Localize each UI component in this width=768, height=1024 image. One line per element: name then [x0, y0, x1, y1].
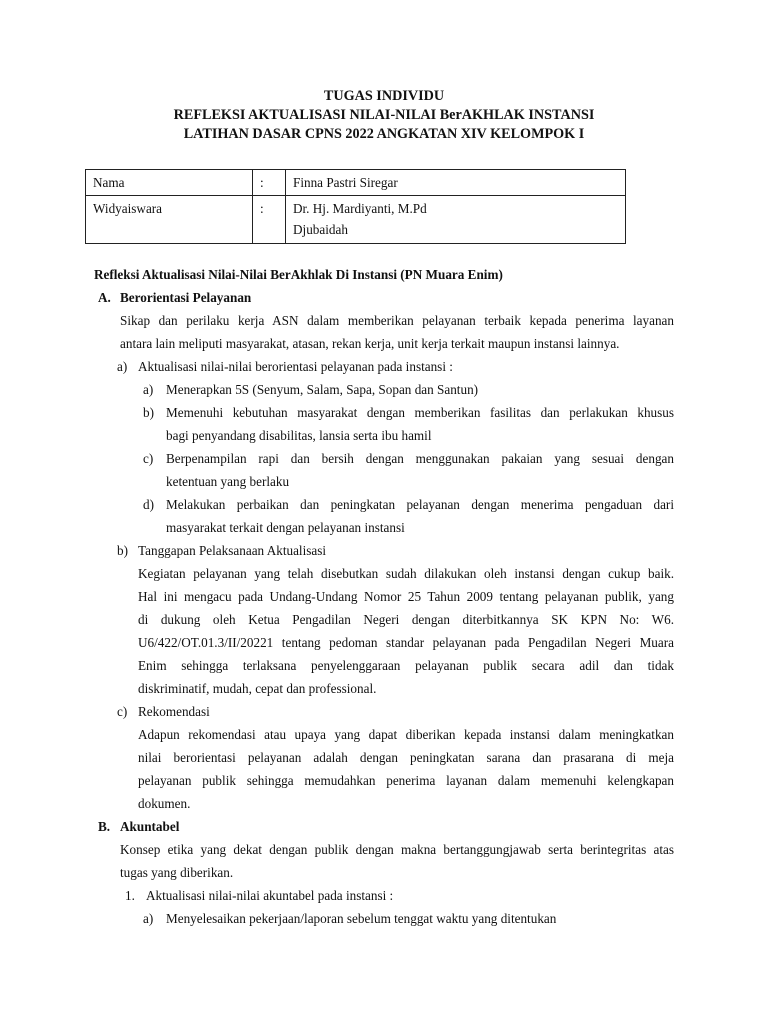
paragraph-line: diskriminatif, mudah, cepat dan professional. [138, 681, 377, 696]
list-item-marker: b) [143, 405, 154, 420]
paragraph-line: Adapun rekomendasi atau upaya yang dapat diberikan kepada instansi dalam meningkatkan [138, 727, 674, 742]
name-label: Nama [86, 170, 253, 196]
widyaiswara-value-line-2: Djubaidah [293, 222, 348, 237]
sub-c-heading: Rekomendasi [138, 704, 210, 719]
section-a-heading: Berorientasi Pelayanan [120, 290, 252, 305]
list-item-marker: a) [143, 382, 154, 397]
list-item: Menyelesaikan pekerjaan/laporan sebelum tenggat waktu yang ditentukan [166, 911, 557, 926]
section-title: Refleksi Aktualisasi Nilai-Nilai BerAkhlak Di Instansi (PN Muara Enim) [94, 267, 503, 282]
widyaiswara-value [286, 196, 626, 244]
section-a-intro-line-2: antara lain meliputi masyarakat, atasan, rekan kerja, unit kerja terkait maupun instansi lainnya. [120, 336, 620, 351]
section-b-intro-line-2: tugas yang diberikan. [120, 865, 234, 880]
section-b-intro-line-1: Konsep etika yang dekat dengan publik dengan makna bertanggungjawab serta berintegritas atas [120, 842, 674, 857]
doc-title-line-3: LATIHAN DASAR CPNS 2022 ANGKATAN XIV KELOMPOK I [183, 126, 585, 142]
info-table [85, 169, 626, 244]
sub-c-marker: c) [117, 704, 128, 719]
list-item-marker: c) [143, 451, 154, 466]
paragraph-line: Kegiatan pelayanan yang telah disebutkan sudah dilakukan oleh instansi dengan cukup baik. [138, 566, 674, 581]
list-item-continuation: masyarakat terkait dengan pelayanan instansi [166, 520, 405, 535]
sub-1-marker: 1. [125, 888, 135, 903]
list-item-continuation: ketentuan yang berlaku [166, 474, 290, 489]
paragraph-line: U6/422/OT.01.3/II/20221 tentang pedoman standar pelayanan pada Pengadilan Negeri Muara [138, 635, 674, 650]
paragraph-line: dokumen. [138, 796, 191, 811]
section-b-marker: B. [98, 819, 111, 834]
list-item-marker: d) [143, 497, 154, 512]
paragraph-line: di dukung oleh Ketua Pengadilan Negeri dengan diterbitkannya SK KPN No: W6. [138, 612, 674, 627]
list-item-continuation: bagi penyandang disabilitas, lansia serta ibu hamil [166, 428, 432, 443]
name-separator: : [253, 170, 286, 196]
paragraph-line: Hal ini mengacu pada Undang-Undang Nomor 25 Tahun 2009 tentang pelayanan publik, yang [138, 589, 674, 604]
section-a-intro-line-1: Sikap dan perilaku kerja ASN dalam memberikan pelayanan terbaik kepada penerima layanan [120, 313, 674, 328]
widyaiswara-separator: : [253, 196, 286, 244]
sub-1-heading: Aktualisasi nilai-nilai akuntabel pada instansi : [146, 888, 394, 903]
list-item: Menerapkan 5S (Senyum, Salam, Sapa, Sopan dan Santun) [166, 382, 479, 397]
list-item-marker: a) [143, 911, 154, 926]
section-a-marker: A. [98, 290, 111, 305]
list-item: Memenuhi kebutuhan masyarakat dengan memberikan fasilitas dan perlakukan khusus [166, 405, 674, 420]
paragraph-line: nilai berorientasi pelayanan adalah dengan peningkatan sarana dan prasarana di meja [138, 750, 674, 765]
paragraph-line: pelayanan publik sehingga memudahkan penerima layanan dalam memenuhi kelengkapan [138, 773, 674, 788]
table-row [86, 170, 626, 196]
section-b-heading: Akuntabel [120, 819, 180, 834]
sub-b-heading: Tanggapan Pelaksanaan Aktualisasi [138, 543, 327, 558]
sub-a-marker: a) [117, 359, 128, 374]
list-item: Berpenampilan rapi dan bersih dengan menggunakan pakaian yang sesuai dengan [166, 451, 674, 466]
sub-b-marker: b) [117, 543, 128, 558]
widyaiswara-label: Widyaiswara [86, 196, 253, 244]
widyaiswara-value-line-1: Dr. Hj. Mardiyanti, M.Pd [293, 201, 427, 216]
doc-title-line-2: REFLEKSI AKTUALISASI NILAI-NILAI BerAKHLAK INSTANSI [173, 107, 595, 123]
list-item: Melakukan perbaikan dan peningkatan pelayanan dengan menerima pengaduan dari [166, 497, 674, 512]
paragraph-line: Enim sehingga terlaksana penyelenggaraan pelayanan publik secara adil dan tidak [138, 658, 674, 673]
sub-a-heading: Aktualisasi nilai-nilai berorientasi pelayanan pada instansi : [138, 359, 453, 374]
table-row [86, 196, 626, 244]
doc-title-line-1: TUGAS INDIVIDU [323, 88, 445, 104]
name-value: Finna Pastri Siregar [286, 170, 626, 196]
